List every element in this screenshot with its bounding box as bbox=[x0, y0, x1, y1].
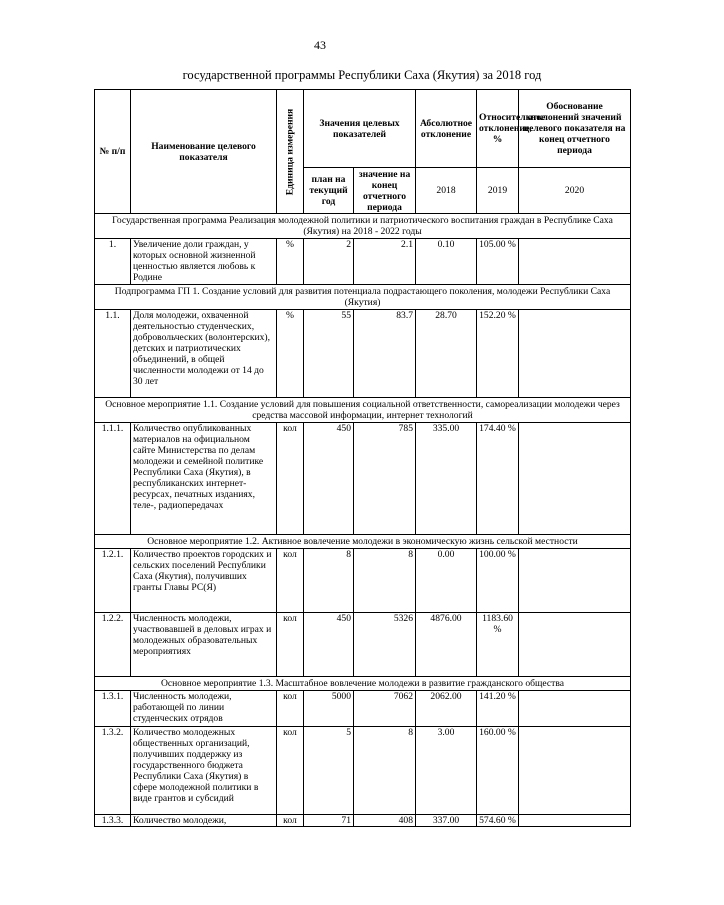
section-activity-1-2: Основное мероприятие 1.2. Активное вовлечение молодежи в экономическую жизнь сельской местности bbox=[95, 535, 631, 549]
row-name: Численность молодежи, участвовавшей в деловых играх и молодежных образовательных мероприятиях bbox=[131, 613, 277, 677]
table-row bbox=[95, 727, 631, 815]
header-abs: Абсолютное отклонение bbox=[416, 90, 477, 168]
row-index: 1.3.2. bbox=[95, 727, 131, 815]
row-rel: 105.00 % bbox=[477, 239, 519, 285]
row-name: Количество опубликованных материалов на официальном сайте Министерства по делам молодежи и семейной политике Республики Саха (Якутия), в республиканских интернет-ресурсах, печатных изданиях, теле-, радиопередачах bbox=[131, 423, 277, 535]
table-row bbox=[95, 549, 631, 613]
row-index: 1.2.1. bbox=[95, 549, 131, 613]
header-name: Наименование целевого показателя bbox=[131, 90, 277, 214]
row-unit: кол bbox=[277, 613, 304, 677]
section-row bbox=[95, 214, 631, 239]
section-row bbox=[95, 535, 631, 549]
row-name: Количество молодежных общественных организаций, получивших поддержку из государственного бюджета Республики Саха (Якутия) в сфере молодежной политики в виде грантов и субсидий bbox=[131, 727, 277, 815]
header-plan: план на текущий год bbox=[304, 168, 354, 214]
row-plan: 5 bbox=[304, 727, 354, 815]
row-fact: 5326 bbox=[354, 613, 416, 677]
row-fact: 7062 bbox=[354, 691, 416, 727]
row-unit: кол bbox=[277, 691, 304, 727]
row-plan: 2 bbox=[304, 239, 354, 285]
row-rel: 160.00 % bbox=[477, 727, 519, 815]
section-activity-1-1: Основное мероприятие 1.1. Создание условий для повышения социальной ответственности, самореализации молодежи через средства массовой информации, интернет технологий bbox=[95, 398, 631, 423]
row-abs: 4876.00 bbox=[416, 613, 477, 677]
row-index: 1. bbox=[95, 239, 131, 285]
row-plan: 8 bbox=[304, 549, 354, 613]
row-unit: кол bbox=[277, 727, 304, 815]
row-name: Увеличение доли граждан, у которых основной жизненной ценностью является любовь к Родине bbox=[131, 239, 277, 285]
row-abs: 0.00 bbox=[416, 549, 477, 613]
table-row bbox=[95, 310, 631, 398]
row-rel: 141.20 % bbox=[477, 691, 519, 727]
row-name: Численность молодежи, работающей по линии студенческих отрядов bbox=[131, 691, 277, 727]
section-row bbox=[95, 285, 631, 310]
row-reason bbox=[519, 727, 631, 815]
row-plan: 55 bbox=[304, 310, 354, 398]
row-name: Количество молодежи, bbox=[131, 815, 277, 827]
row-index: 1.2.2. bbox=[95, 613, 131, 677]
table-row bbox=[95, 239, 631, 285]
row-reason bbox=[519, 423, 631, 535]
header-reason: Обоснование отклонений значений целевого показателя на конец отчетного периода bbox=[519, 90, 631, 168]
header-unit-text: Единица измерения bbox=[284, 108, 296, 195]
document-title: государственной программы Республики Саха (Якутия) за 2018 год bbox=[182, 68, 542, 82]
row-fact: 83.7 bbox=[354, 310, 416, 398]
row-fact: 408 bbox=[354, 815, 416, 827]
row-reason bbox=[519, 691, 631, 727]
section-subprogram: Подпрограмма ГП 1. Создание условий для развития потенциала подрастающего поколения, молодежи Республики Саха (Якутия) bbox=[95, 285, 631, 310]
row-abs: 28.70 bbox=[416, 310, 477, 398]
row-unit: % bbox=[277, 310, 304, 398]
row-reason bbox=[519, 310, 631, 398]
row-rel: 100.00 % bbox=[477, 549, 519, 613]
row-fact: 785 bbox=[354, 423, 416, 535]
row-abs: 337.00 bbox=[416, 815, 477, 827]
row-index: 1.1. bbox=[95, 310, 131, 398]
header-fact: значение на конец отчетного периода bbox=[354, 168, 416, 214]
row-rel: 174.40 % bbox=[477, 423, 519, 535]
header-num: № п/п bbox=[95, 90, 131, 214]
row-abs: 335.00 bbox=[416, 423, 477, 535]
section-row bbox=[95, 677, 631, 691]
header-year-2018: 2018 bbox=[416, 168, 477, 214]
row-index: 1.3.3. bbox=[95, 815, 131, 827]
header-year-2020: 2020 bbox=[519, 168, 631, 214]
row-reason bbox=[519, 549, 631, 613]
row-rel: 574.60 % bbox=[477, 815, 519, 827]
row-plan: 450 bbox=[304, 613, 354, 677]
section-row bbox=[95, 398, 631, 423]
row-plan: 450 bbox=[304, 423, 354, 535]
header-values-group: Значения целевых показателей bbox=[304, 90, 416, 168]
row-index: 1.1.1. bbox=[95, 423, 131, 535]
row-rel: 1183.60 % bbox=[477, 613, 519, 677]
table-row bbox=[95, 691, 631, 727]
row-rel: 152.20 % bbox=[477, 310, 519, 398]
row-plan: 5000 bbox=[304, 691, 354, 727]
row-fact: 2.1 bbox=[354, 239, 416, 285]
row-reason bbox=[519, 239, 631, 285]
table-row bbox=[95, 815, 631, 827]
row-unit: кол bbox=[277, 549, 304, 613]
section-activity-1-3: Основное мероприятие 1.3. Масштабное вовлечение молодежи в развитие гражданского общества bbox=[95, 677, 631, 691]
table-row bbox=[95, 613, 631, 677]
row-reason bbox=[519, 613, 631, 677]
row-abs: 0.10 bbox=[416, 239, 477, 285]
row-reason bbox=[519, 815, 631, 827]
row-index: 1.3.1. bbox=[95, 691, 131, 727]
row-unit: % bbox=[277, 239, 304, 285]
indicators-table bbox=[94, 89, 631, 827]
row-fact: 8 bbox=[354, 549, 416, 613]
table-row bbox=[95, 423, 631, 535]
row-unit: кол bbox=[277, 815, 304, 827]
header-rel: Относительное отклонение, % bbox=[477, 90, 519, 168]
section-program: Государственная программа Реализация молодежной политики и патриотического воспитания граждан в Республике Саха (Якутия) на 2018 - 2022 годы bbox=[95, 214, 631, 239]
header-unit bbox=[277, 90, 304, 214]
row-plan: 71 bbox=[304, 815, 354, 827]
row-fact: 8 bbox=[354, 727, 416, 815]
header-year-2019: 2019 bbox=[477, 168, 519, 214]
row-name: Доля молодежи, охваченной деятельностью студенческих, добровольческих (волонтерских), детских и патриотических объединений, в общей численности молодежи от 14 до 30 лет bbox=[131, 310, 277, 398]
row-name: Количество проектов городских и сельских поселений Республики Саха (Якутия), получивших гранты Главы РС(Я) bbox=[131, 549, 277, 613]
row-abs: 2062.00 bbox=[416, 691, 477, 727]
page-number: 43 bbox=[314, 38, 326, 52]
row-unit: кол bbox=[277, 423, 304, 535]
row-abs: 3.00 bbox=[416, 727, 477, 815]
header-row-1 bbox=[95, 90, 631, 168]
